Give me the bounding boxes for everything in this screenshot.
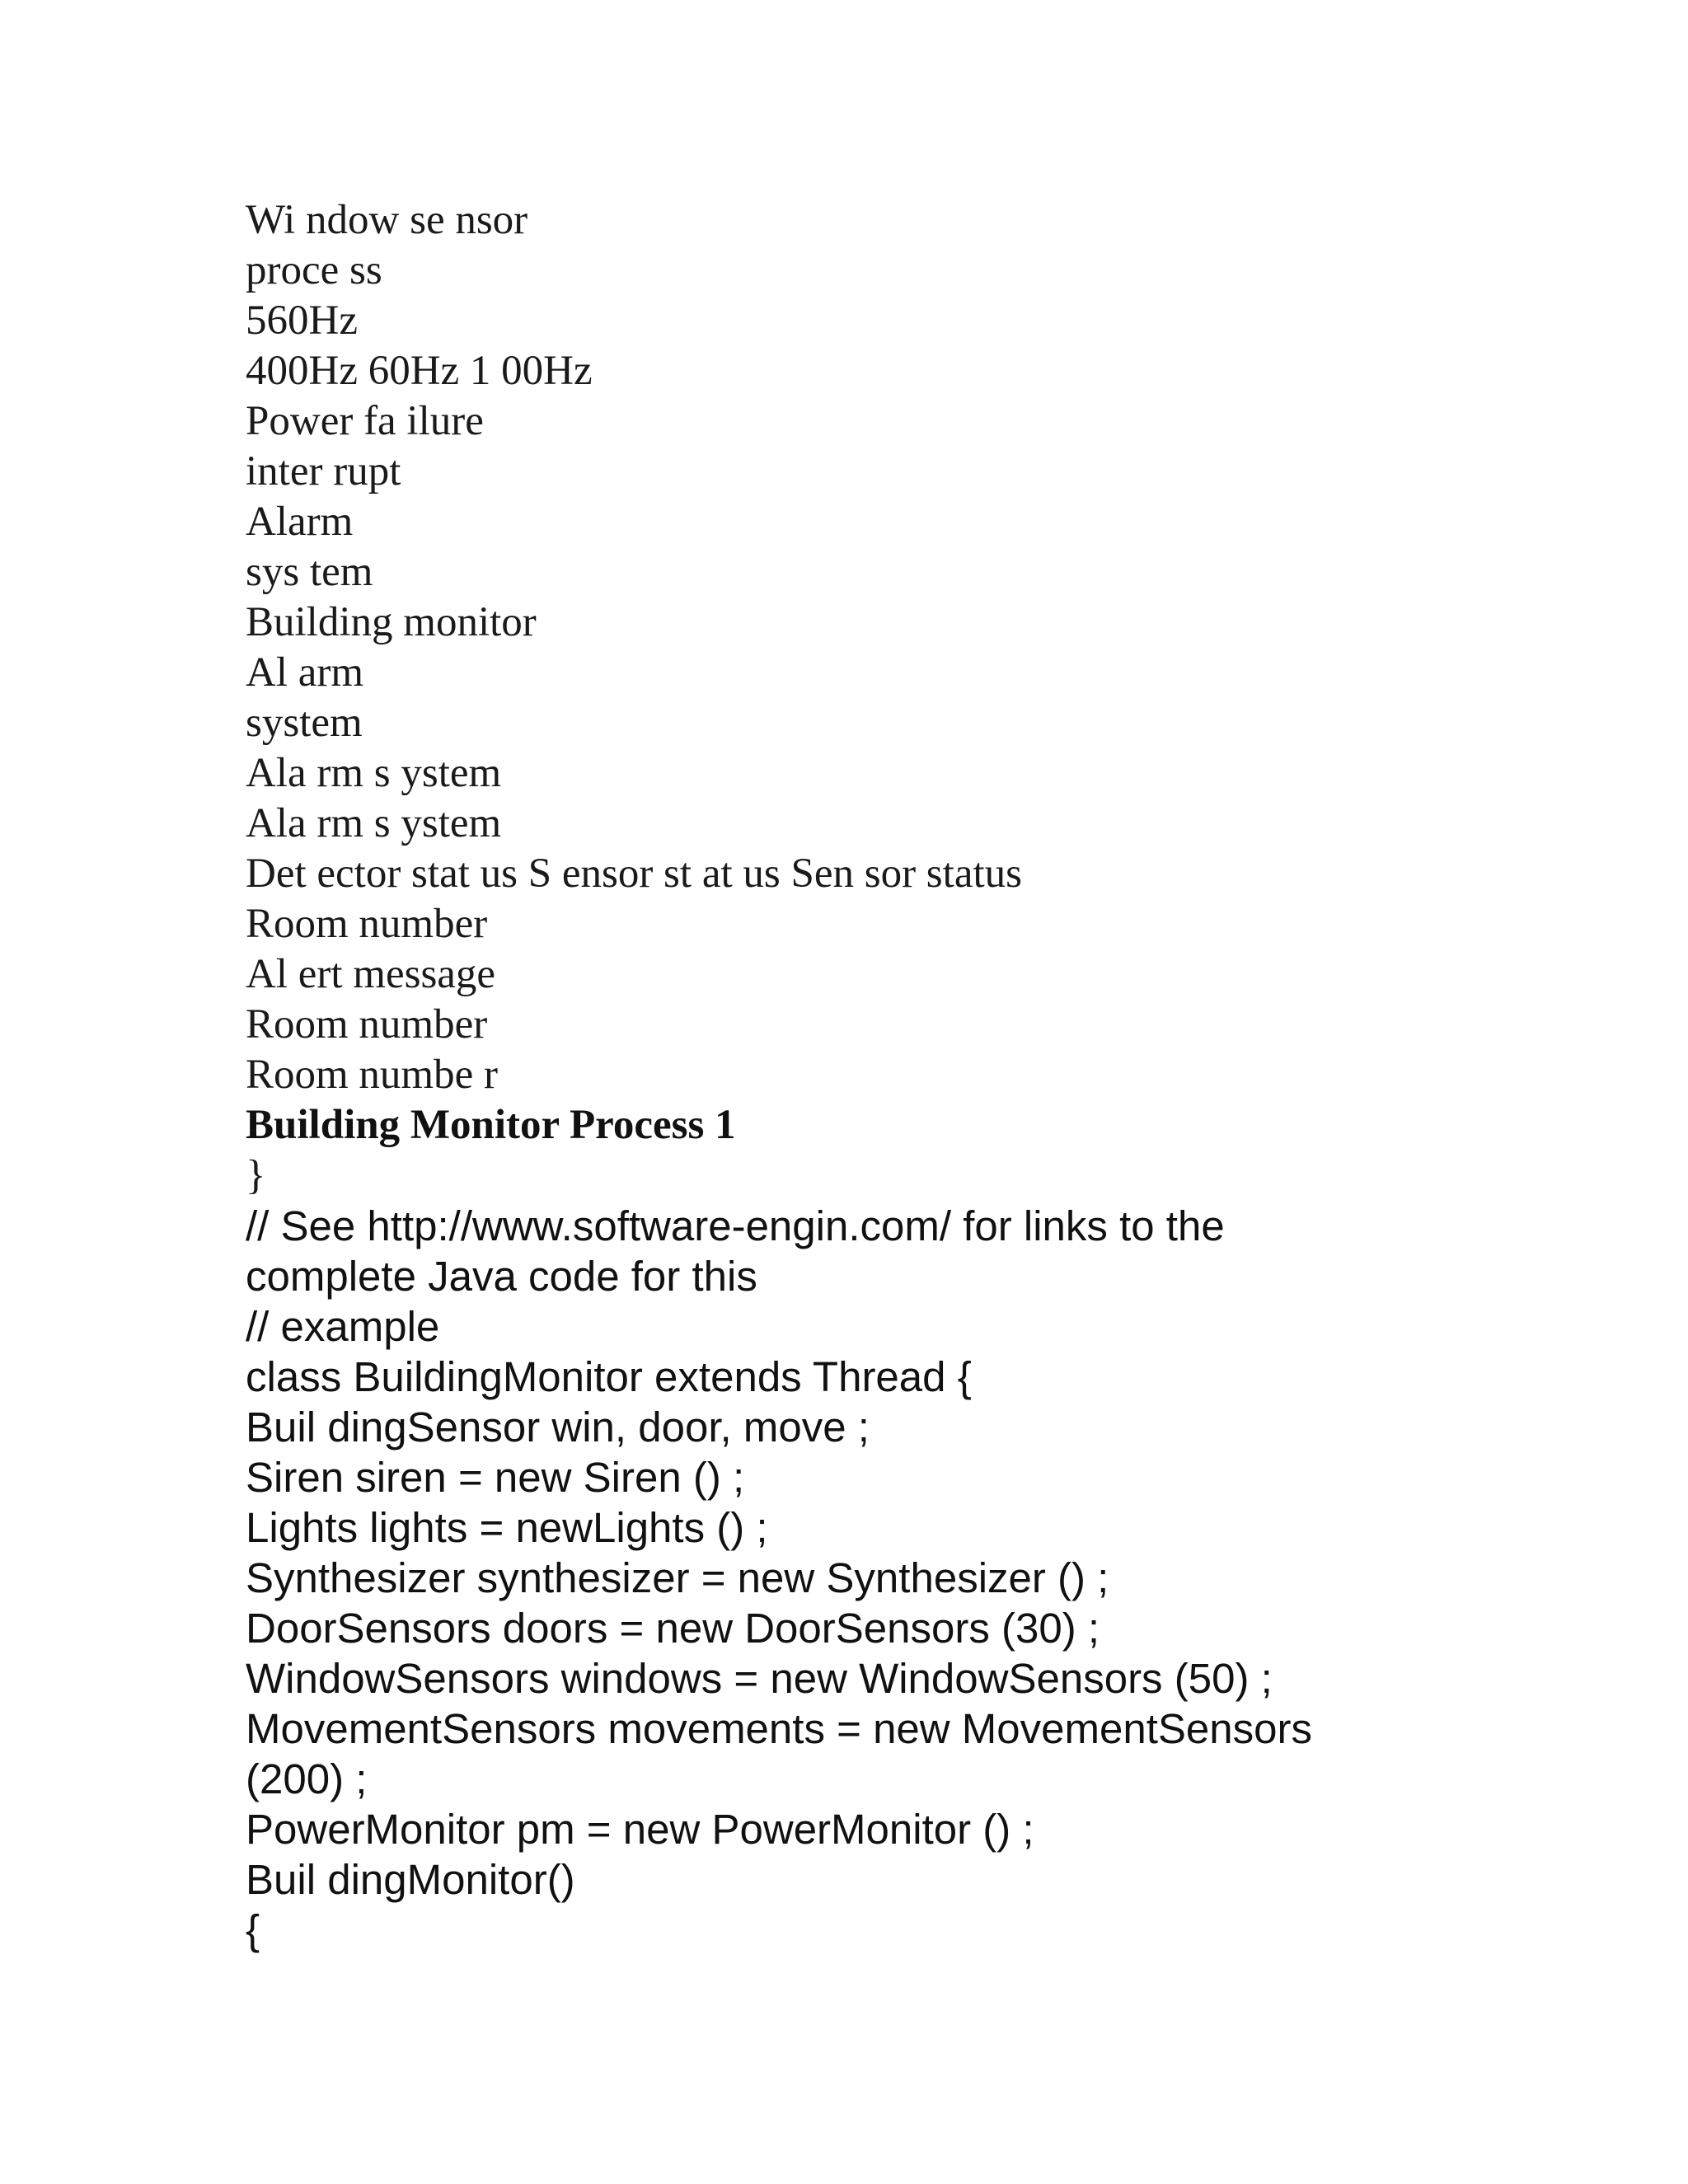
diagram-label-window-sensor: Wi ndow se nsor: [246, 197, 528, 243]
document-content: [246, 195, 1647, 1955]
code-line: WindowSensors windows = new WindowSensors (50) ;: [246, 1655, 1273, 1702]
code-line: Buil dingSensor win, door, move ;: [246, 1404, 870, 1451]
code-line: class BuildingMonitor extends Thread {: [246, 1353, 972, 1400]
section-heading: Building Monitor Process 1: [246, 1102, 736, 1148]
code-line: Buil dingMonitor(): [246, 1856, 575, 1903]
diagram-label-system-2: system: [246, 700, 363, 746]
diagram-label-building-monitor: Building monitor: [246, 599, 537, 645]
diagram-label-system: sys tem: [246, 549, 373, 595]
diagram-label-room-number-2: Room number: [246, 1001, 488, 1047]
code-line: complete Java code for this: [246, 1253, 757, 1300]
diagram-label-alert-message: Al ert message: [246, 951, 496, 997]
diagram-label-alarm-2: Al arm: [246, 649, 364, 696]
code-line: // example: [246, 1303, 440, 1350]
code-line: MovementSensors movements = new MovementSensors: [246, 1705, 1312, 1752]
code-line: (200) ;: [246, 1755, 368, 1802]
diagram-label-alarm: Alarm: [246, 499, 354, 545]
code-line: // See http://www.software-engin.com/ for links to the: [246, 1202, 1225, 1249]
code-line: PowerMonitor pm = new PowerMonitor () ;: [246, 1806, 1034, 1853]
diagram-label-interrupt: inter rupt: [246, 448, 401, 494]
diagram-label-frequencies: 400Hz 60Hz 1 00Hz: [246, 348, 593, 394]
diagram-label-process: proce ss: [246, 247, 382, 293]
code-line: DoorSensors doors = new DoorSensors (30) ;: [246, 1605, 1100, 1652]
diagram-label-status: Det ector stat us S ensor st at us Sen sor status: [246, 851, 1022, 897]
code-line: Synthesizer synthesizer = new Synthesizer () ;: [246, 1554, 1109, 1601]
diagram-label-alarm-system-1: Ala rm s ystem: [246, 750, 502, 796]
diagram-label-560hz: 560Hz: [246, 298, 358, 344]
code-line: {: [246, 1906, 260, 1953]
diagram-label-power-failure: Power fa ilure: [246, 398, 484, 444]
diagram-label-room-number-3: Room numbe r: [246, 1052, 498, 1098]
closing-brace: }: [246, 1152, 266, 1198]
code-line: Siren siren = new Siren () ;: [246, 1454, 745, 1501]
code-line: Lights lights = newLights () ;: [246, 1504, 768, 1551]
diagram-label-alarm-system-2: Ala rm s ystem: [246, 800, 502, 846]
diagram-label-room-number-1: Room number: [246, 901, 488, 947]
